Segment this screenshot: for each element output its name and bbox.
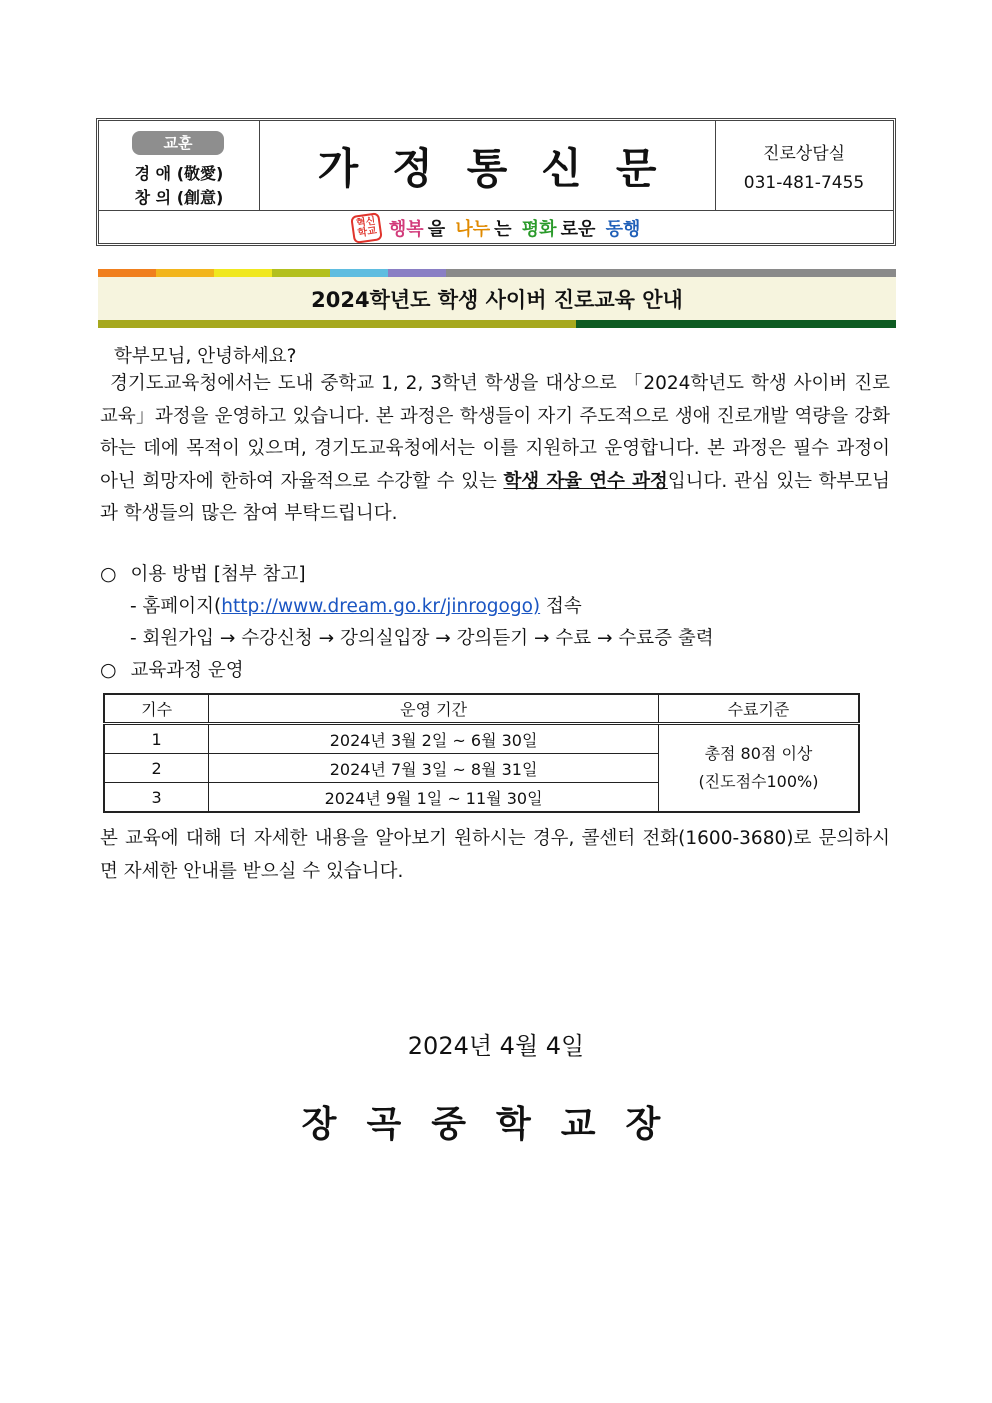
band-segment bbox=[272, 269, 330, 277]
slogan-segment: 평화 bbox=[521, 218, 557, 240]
notice-title: 2024학년도 학생 사이버 진로교육 안내 bbox=[311, 287, 683, 312]
decorative-band-top bbox=[98, 269, 896, 277]
motto-badge: 교훈 bbox=[132, 131, 224, 155]
table-header-row bbox=[104, 694, 859, 724]
band-segment bbox=[156, 269, 214, 277]
document-title: 가정통신문 bbox=[317, 143, 691, 193]
period-cell: 2024년 3월 2일 ~ 6월 30일 bbox=[209, 724, 659, 754]
cohort-cell: 2 bbox=[104, 754, 209, 783]
circle-bullet-icon: ○ bbox=[100, 659, 117, 681]
contact-cell bbox=[715, 121, 893, 210]
slogan-segment: 행복 bbox=[388, 218, 424, 240]
band-segment bbox=[576, 320, 896, 328]
notice-banner bbox=[98, 277, 896, 320]
slogan-segment: 는 bbox=[494, 218, 518, 240]
contact-office: 진로상담실 bbox=[762, 144, 846, 164]
slogan-segment: 로운 bbox=[560, 218, 602, 240]
school-slogan bbox=[389, 215, 640, 241]
table-row bbox=[104, 724, 859, 754]
band-segment bbox=[98, 320, 576, 328]
band-segment bbox=[388, 269, 446, 277]
band-segment bbox=[446, 269, 896, 277]
band-segment bbox=[214, 269, 272, 277]
cohort-cell: 3 bbox=[104, 783, 209, 813]
slogan-row bbox=[99, 210, 893, 244]
period-cell: 2024년 9월 1일 ~ 11월 30일 bbox=[209, 783, 659, 813]
title-cell bbox=[259, 121, 716, 210]
header-period: 운영 기간 bbox=[209, 694, 659, 724]
greeting: 학부모님, 안녕하세요? bbox=[114, 346, 297, 367]
slogan-segment: 나누 bbox=[455, 218, 491, 240]
usage-item-steps: - 회원가입 → 수강신청 → 강의실입장 → 강의듣기 → 수료 → 수료증 출력 bbox=[130, 628, 714, 649]
closing-paragraph: 본 교육에 대해 더 자세한 내용을 알아보기 원하시는 경우, 콜센터 전화(1600-3680)로 문의하시면 자세한 안내를 받으실 수 있습니다. bbox=[100, 828, 890, 882]
issue-date: 2024년 4월 4일 bbox=[407, 1032, 585, 1060]
decorative-band-bottom bbox=[98, 320, 896, 328]
criteria-cell: 총점 80점 이상 (진도점수100%) bbox=[658, 724, 859, 813]
motto-line-2: 창 의 (創意) bbox=[134, 188, 224, 207]
letter-header bbox=[96, 118, 896, 246]
circle-bullet-icon: ○ bbox=[100, 563, 117, 585]
schedule-table bbox=[103, 693, 860, 813]
motto-line-1: 경 애 (敬愛) bbox=[134, 164, 224, 183]
band-segment bbox=[98, 269, 156, 277]
intro-paragraph: 경기도교육청에서는 도내 중학교 1, 2, 3학년 학생을 대상으로 「2024학년도 학생 사이버 진로교육」과정을 운영하고 있습니다. 본 과정은 학생들이 자기 주도적으로 생애 진로개발 역량을 강화하는 데에 목적이 있으며, 경기도교육청에서는 이를 지원하고 운영합니다. 본 과정은 필수 과정이 아닌 희망자에 한하여 자율적으로 수강할 수 있는 학생 자율 연수 과정입니다. 관심 있는 학부모님과 학생들의 많은 참여 부탁드립니다. bbox=[100, 373, 890, 524]
principal-signature: 장곡중학교장 bbox=[301, 1104, 691, 1145]
section-usage-heading: ○ 이용 방법 [첨부 참고] bbox=[100, 563, 306, 585]
header-criteria: 수료기준 bbox=[658, 694, 859, 724]
contact-phone: 031-481-7455 bbox=[743, 173, 865, 193]
school-motto-cell bbox=[99, 121, 260, 210]
band-segment bbox=[330, 269, 388, 277]
cohort-cell: 1 bbox=[104, 724, 209, 754]
slogan-segment: 을 bbox=[427, 218, 452, 240]
self-study-course-emphasis: 학생 자율 연수 과정 bbox=[503, 470, 668, 492]
homepage-link[interactable]: http://www.dream.go.kr/jinrogogo) bbox=[221, 596, 541, 617]
slogan-segment: 동행 bbox=[605, 218, 641, 240]
header-cohort: 기수 bbox=[104, 694, 209, 724]
period-cell: 2024년 7월 3일 ~ 8월 31일 bbox=[209, 754, 659, 783]
innovation-school-stamp-icon: 혁신 학교 bbox=[350, 212, 383, 244]
usage-item-homepage: - 홈페이지(http://www.dream.go.kr/jinrogogo) 접속 bbox=[130, 596, 582, 617]
section-curriculum-heading: ○ 교육과정 운영 bbox=[100, 659, 244, 681]
